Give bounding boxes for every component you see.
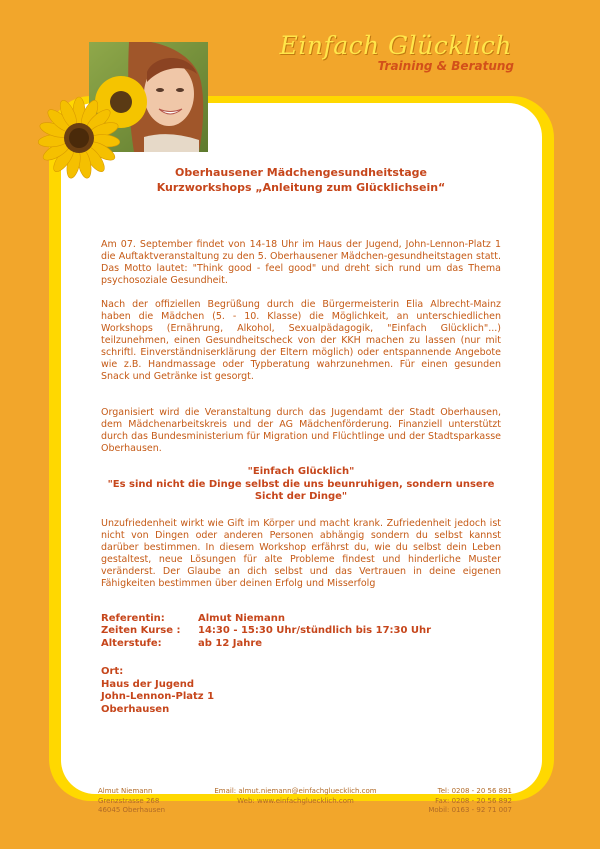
- footer-city: 46045 Oberhausen: [98, 806, 166, 814]
- age-row: [101, 638, 501, 651]
- footer-email[interactable]: Email: almut.niemann@einfachgluecklich.com: [214, 787, 377, 795]
- times-row: [101, 625, 501, 638]
- paragraph-workshop: Unzufriedenheit wirkt wie Gift im Körper und macht krank. Zufriedenheit jedoch ist nicht von Dingen oder anderen Personen abhängig sondern du selbst kannst darüber bestimmen. In diesem Workshop erfährst du, wie du selbst dein Leben gestaltest, neue Lösungen für alte Probleme findest und hinderliche Muster veränderst. Der Glaube an dich selbst und das Vertrauen in deine eigenen Fähigkeiten bestimmen über deinen Erfolg und Misserfolg: [101, 517, 501, 589]
- quote-text: "Es sind nicht die Dinge selbst die uns beunruhigen, sondern unsere Sicht der Dinge": [107, 478, 495, 502]
- referent-row: [101, 613, 501, 626]
- referent-label: Referentin:: [101, 612, 165, 624]
- heading-line-2: Kurzworkshops „Anleitung zum Glücklichsein“: [156, 181, 446, 194]
- footer-phone: [428, 787, 512, 816]
- times-label: Zeiten Kurse :: [101, 625, 181, 636]
- brand-subtitle: Training & Beratung: [377, 59, 514, 73]
- footer-online: [208, 787, 383, 806]
- heading-line-1: Oberhausener Mädchengesundheitstage: [175, 166, 427, 179]
- footer-web[interactable]: Web: www.einfachgluecklich.com: [237, 796, 354, 805]
- location-line-2: John-Lennon-Platz 1: [101, 691, 215, 702]
- footer-name: Almut Niemann: [98, 787, 153, 795]
- footer-street: Grenzstrasse 268: [98, 796, 160, 805]
- footer-tel: Tel: 0208 - 20 56 891: [437, 787, 512, 795]
- paragraph-intro: Am 07. September findet von 14-18 Uhr im Haus der Jugend, John-Lennon-Platz 1 die Auftaktveranstaltung zu den 5. Oberhausener Mädchen-gesundheitstagen statt. Das Motto lautet: "Think good - feel good" und dreht sich rund um das Thema psychosoziale Gesundheit.: [101, 239, 501, 286]
- age-value: ab 12 Jahre: [198, 637, 263, 649]
- paragraph-organizers: Organisiert wird die Veranstaltung durch das Jugendamt der Stadt Oberhausen, dem Mädchenarbeitskreis und der AG Mädchenförderung. Finanziell unterstützt durch das Bundesministerium für Migration und Flüchtlinge und der Stadtsparkasse Oberhausen.: [101, 407, 501, 454]
- footer-fax: Fax: 0208 - 20 56 892: [435, 796, 512, 805]
- quote-title: "Einfach Glücklich": [247, 466, 355, 477]
- location-block: [101, 666, 501, 716]
- details-block: [101, 613, 501, 651]
- times-value: 14:30 - 15:30 Uhr/stündlich bis 17:30 Uhr: [198, 625, 432, 636]
- location-label: Ort:: [101, 666, 124, 677]
- referent-value: Almut Niemann: [198, 612, 285, 624]
- footer-address: [98, 787, 165, 816]
- footer-mobil: Mobil: 0163 - 92 71 007: [428, 806, 512, 814]
- paragraph-program: Nach der offiziellen Begrüßung durch die Bürgermeisterin Elia Albrecht-Mainz haben die Mädchen (5. - 10. Klasse) die Möglichkeit, an unterschiedlichen Workshops (Ernährung, Alkohol, Sexualpädagogik, "Einfach Glücklich"...) teilzunehmen, einen Gesundheitscheck von der KKH machen zu lassen (nur mit schriftl. Einverständniserklärung der Eltern möglich) oder entspannende Angebote wie z.B. Handmassage oder Typberatung wahrzunehmen. Für einen gesunden Snack und Getränke ist gesorgt.: [101, 299, 501, 382]
- age-label: Alterstufe:: [101, 637, 162, 649]
- document-body: [101, 165, 501, 716]
- location-line-1: Haus der Jugend: [101, 678, 195, 690]
- location-line-3: Oberhausen: [101, 703, 170, 715]
- brand-title: Einfach Glücklich: [279, 31, 512, 60]
